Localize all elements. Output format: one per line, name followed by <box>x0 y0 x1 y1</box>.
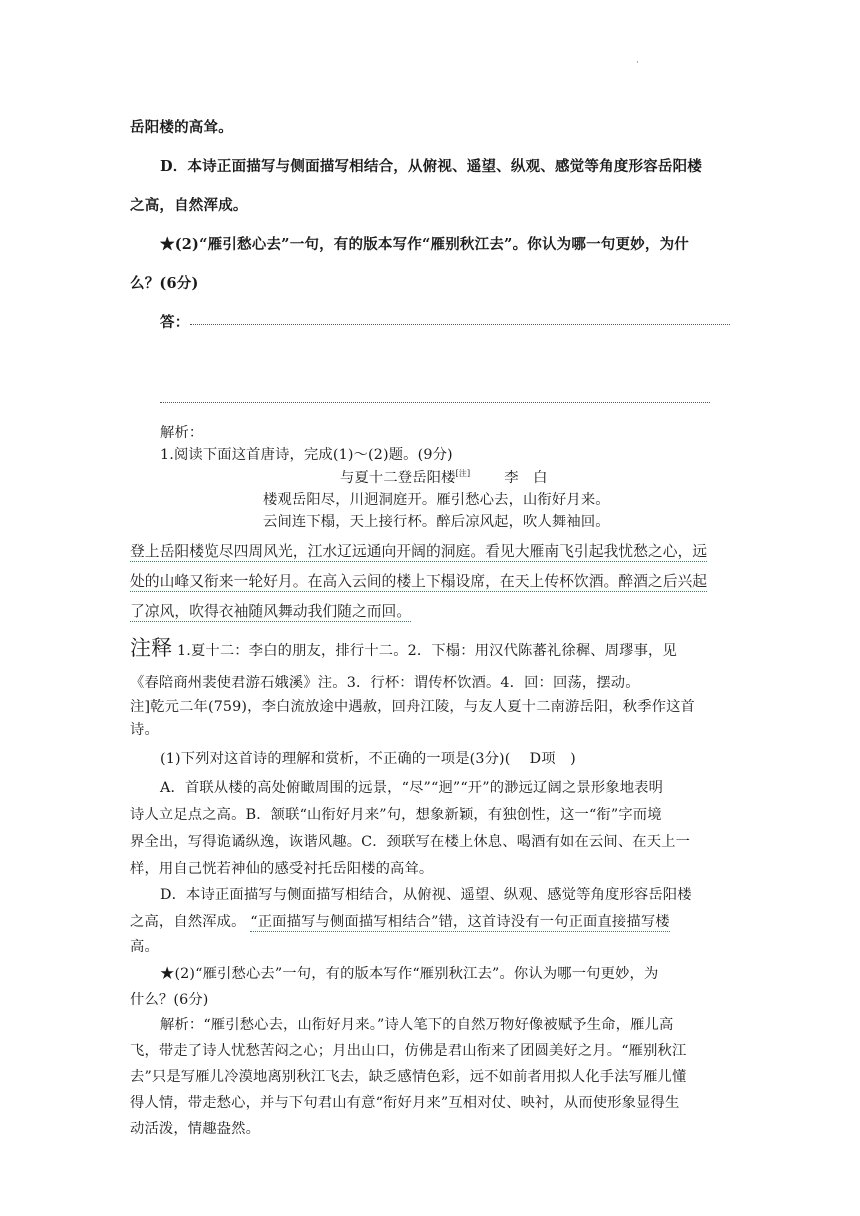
poem-note-mark: [注] <box>455 469 471 479</box>
top-option-d-line-1: D．本诗正面描写与侧面描写相结合，从俯视、遥望、纵观、感觉等角度形容岳阳楼 <box>160 158 702 175</box>
translation-line-3: 了凉风，吹得衣袖随风舞动我们随之而回。 <box>130 603 412 620</box>
q2-stem-line-2: 什么？(6分) <box>130 992 209 1008</box>
notes-line-1: 注释 1.夏十二：李白的朋友，排行十二。2．下榻：用汉代陈蕃礼徐穉、周璆事，见 <box>130 636 677 660</box>
translation-line-1: 登上岳阳楼览尽四周风光，江水辽远通向开阔的洞庭。看见大雁南飞引起我忧愁之心，远 <box>130 543 708 560</box>
notes-line-4: 诗。 <box>130 722 159 738</box>
q2-answer-line-1: 解析：“雁引愁心去，山衔好月来。”诗人笔下的自然万物好像被赋予生命，雁儿高 <box>160 1017 674 1033</box>
poem-line-2: 云间连下榻，天上接行杯。醉后凉风起，吹人舞袖回。 <box>263 514 610 530</box>
notes-line-2: 《春陪商州裴使君游石娥溪》注。3．行杯：谓传杯饮酒。4．回：回荡，摆动。 <box>130 675 640 691</box>
q1-option-d-analysis: “正面描写与侧面描写相结合”错，这首诗没有一句正面直接描写楼 <box>250 914 670 930</box>
poem-line-1: 楼观岳阳尽，川迥洞庭开。雁引愁心去，山衔好月来。 <box>263 492 610 508</box>
poem-author: 李 白 <box>504 470 548 486</box>
q2-answer-line-5: 动活泼，情趣盎然。 <box>130 1121 261 1137</box>
top-line-1: 岳阳楼的高耸。 <box>130 119 233 136</box>
answer-label: 答： <box>160 314 190 331</box>
notes-line-3: 注]乾元二年(759)，李白流放途中遇赦，回舟江陵，与友人夏十二南游岳阳，秋季作这首 <box>130 699 696 715</box>
q1-option-d-line-2: 之高，自然浑成。 “正面描写与侧面描写相结合”错，这首诗没有一句正面直接描写楼 <box>130 914 670 930</box>
analysis-intro: 1.阅读下面这首唐诗，完成(1)～(2)题。(9分) <box>160 447 453 463</box>
q2-stem-line-1: ★(2)“雁引愁心去”一句，有的版本写作“雁别秋江去”。你认为哪一句更妙，为 <box>160 966 659 982</box>
poem-title-line <box>340 467 548 487</box>
q2-answer-line-3: 去”只是写雁儿冷漠地离别秋江飞去，缺乏感情色彩，远不如前者用拟人化手法写雁儿懂 <box>130 1069 687 1085</box>
analysis-label: 解析： <box>160 425 204 441</box>
answer-line-2 <box>160 402 710 403</box>
answer-line-1 <box>190 324 730 325</box>
top-q2-line-2: 么？(6分) <box>130 275 199 292</box>
top-option-d-line-2: 之高，自然浑成。 <box>130 197 248 214</box>
translation-line-2: 处的山峰又衔来一轮好月。在高入云间的楼上下榻设席，在天上传杯饮酒。醉酒之后兴起 <box>130 573 708 590</box>
q1-option-a-line-1: A．首联从楼的高处俯瞰周围的远景，“尽”“迥”“开”的渺远辽阔之景形象地表明 <box>160 780 664 796</box>
q2-answer-line-2: 飞，带走了诗人忧愁苦闷之心；月出山口，仿佛是君山衔来了团圆美好之月。“雁别秋江 <box>130 1043 687 1059</box>
q1-option-a-line-3: 界全出，写得诡谲纵逸，诙谐风趣。C．颈联写在楼上休息、喝酒有如在云间、在天上一 <box>130 834 691 850</box>
notes-title: 注释 <box>130 636 173 660</box>
page-mark: · <box>636 58 639 68</box>
q1-option-d-line-3: 高。 <box>130 939 159 955</box>
q1-option-a-line-4: 样，用自己恍若神仙的感受衬托岳阳楼的高耸。 <box>130 861 434 877</box>
q2-answer-line-4: 得人情，带走愁心，并与下句君山有意“衔好月来”互相对仗、映衬，从而使形象显得生 <box>130 1095 680 1111</box>
q1-option-d-line-1: D．本诗正面描写与侧面描写相结合，从俯视、遥望、纵观、感觉等角度形容岳阳楼 <box>160 887 692 903</box>
top-q2-line-1: ★(2)“雁引愁心去”一句，有的版本写作“雁别秋江去”。你认为哪一句更妙，为什 <box>160 236 689 253</box>
poem-title: 与夏十二登岳阳楼 <box>340 470 456 486</box>
q1-stem: (1)下列对这首诗的理解和赏析，不正确的一项是(3分)( D项 ) <box>160 751 576 767</box>
q1-option-a-line-2: 诗人立足点之高。B．颔联“山衔好月来”句，想象新颖，有独创性，这一“衔”字而境 <box>130 807 662 823</box>
